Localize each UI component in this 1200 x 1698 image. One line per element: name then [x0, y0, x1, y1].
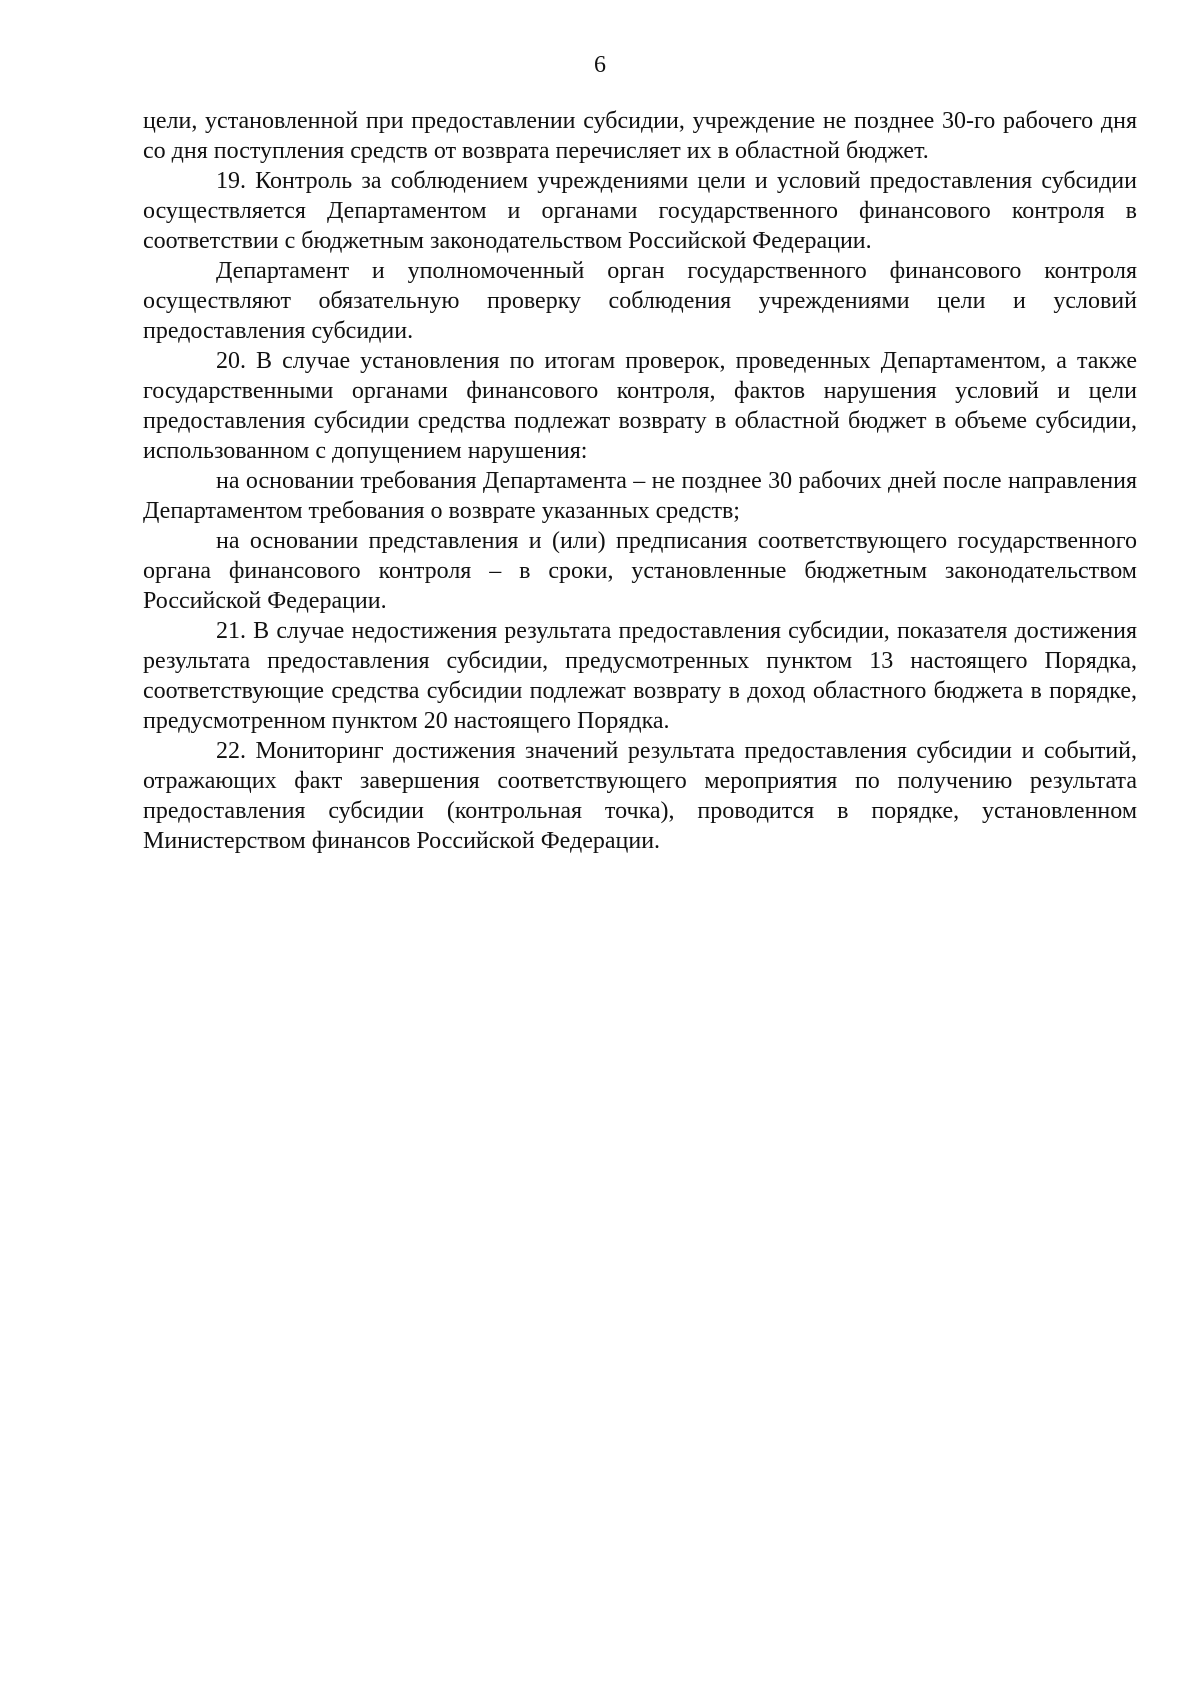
- paragraph-19-inspection: Департамент и уполномоченный орган государственного финансового контроля осуществляют обязательную проверку соблюдения учреждениями цели и условий предоставления субсидии.: [143, 258, 1137, 344]
- paragraph-20-department-requirement: на основании требования Департамента – не позднее 30 рабочих дней после направления Департаментом требования о возврате указанных средств;: [143, 468, 1137, 524]
- paragraph-20-control-body-order: на основании представления и (или) предписания соответствующего государственного органа финансового контроля – в сроки, установленные бюджетным законодательством Российской Федерации.: [143, 528, 1137, 614]
- paragraph-continuation: цели, установленной при предоставлении субсидии, учреждение не позднее 30-го рабочего дня со дня поступления средств от возврата перечисляет их в областной бюджет.: [143, 108, 1137, 164]
- paragraph-22: 22. Мониторинг достижения значений результата предоставления субсидии и событий, отражающих факт завершения соответствующего мероприятия по получению результата предоставления субсидии (контрольная точка), проводится в порядке, установленном Министерством финансов Российской Федерации.: [143, 738, 1137, 854]
- page-number: 6: [594, 52, 606, 78]
- document-body: [143, 106, 1137, 856]
- paragraph-19: 19. Контроль за соблюдением учреждениями цели и условий предоставления субсидии осуществляется Департаментом и органами государственного финансового контроля в соответствии с бюджетным законодательством Российской Федерации.: [143, 168, 1137, 254]
- paragraph-20: 20. В случае установления по итогам проверок, проведенных Департаментом, а также государственными органами финансового контроля, фактов нарушения условий и цели предоставления субсидии средства подлежат возврату в областной бюджет в объеме субсидии, использованном с допущением нарушения:: [143, 348, 1137, 464]
- paragraph-21: 21. В случае недостижения результата предоставления субсидии, показателя достижения результата предоставления субсидии, предусмотренных пунктом 13 настоящего Порядка, соответствующие средства субсидии подлежат возврату в доход областного бюджета в порядке, предусмотренном пунктом 20 настоящего Порядка.: [143, 618, 1137, 734]
